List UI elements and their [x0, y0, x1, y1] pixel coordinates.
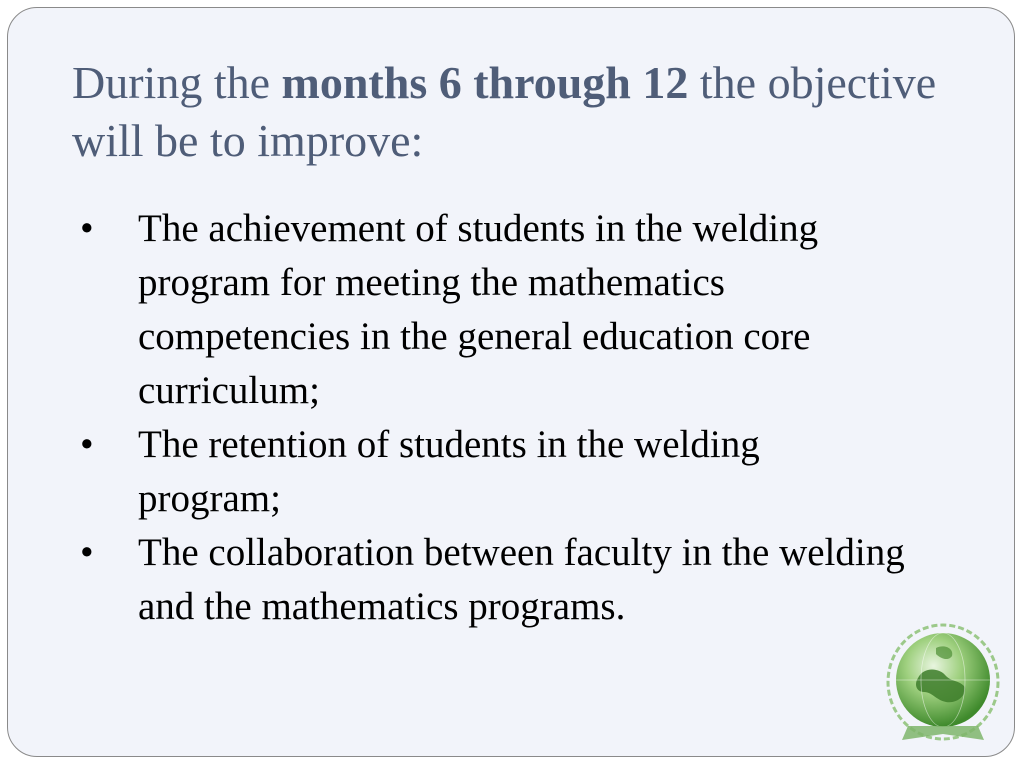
bullet-list [80, 202, 910, 634]
bullet-text: The collaboration between faculty in the welding and the mathematics programs. [138, 531, 905, 628]
bullet-icon: • [80, 423, 94, 466]
slide-title [72, 54, 972, 170]
bullet-item [80, 418, 910, 526]
bullet-item [80, 526, 910, 634]
bullet-item [80, 202, 910, 418]
bullet-text: The achievement of students in the welding program for meeting the mathematics competencies in the general education core curriculum; [138, 207, 819, 412]
slide-frame [7, 7, 1015, 757]
bullet-text: The retention of students in the welding program; [138, 423, 760, 520]
title-bold: months 6 through 12 [281, 57, 689, 108]
green-globe-emblem-icon [884, 622, 1002, 748]
title-prefix: During the [72, 57, 282, 108]
bullet-icon: • [80, 531, 94, 574]
bullet-icon: • [80, 207, 94, 250]
title-suffix: the objective will be to improve: [72, 57, 937, 166]
